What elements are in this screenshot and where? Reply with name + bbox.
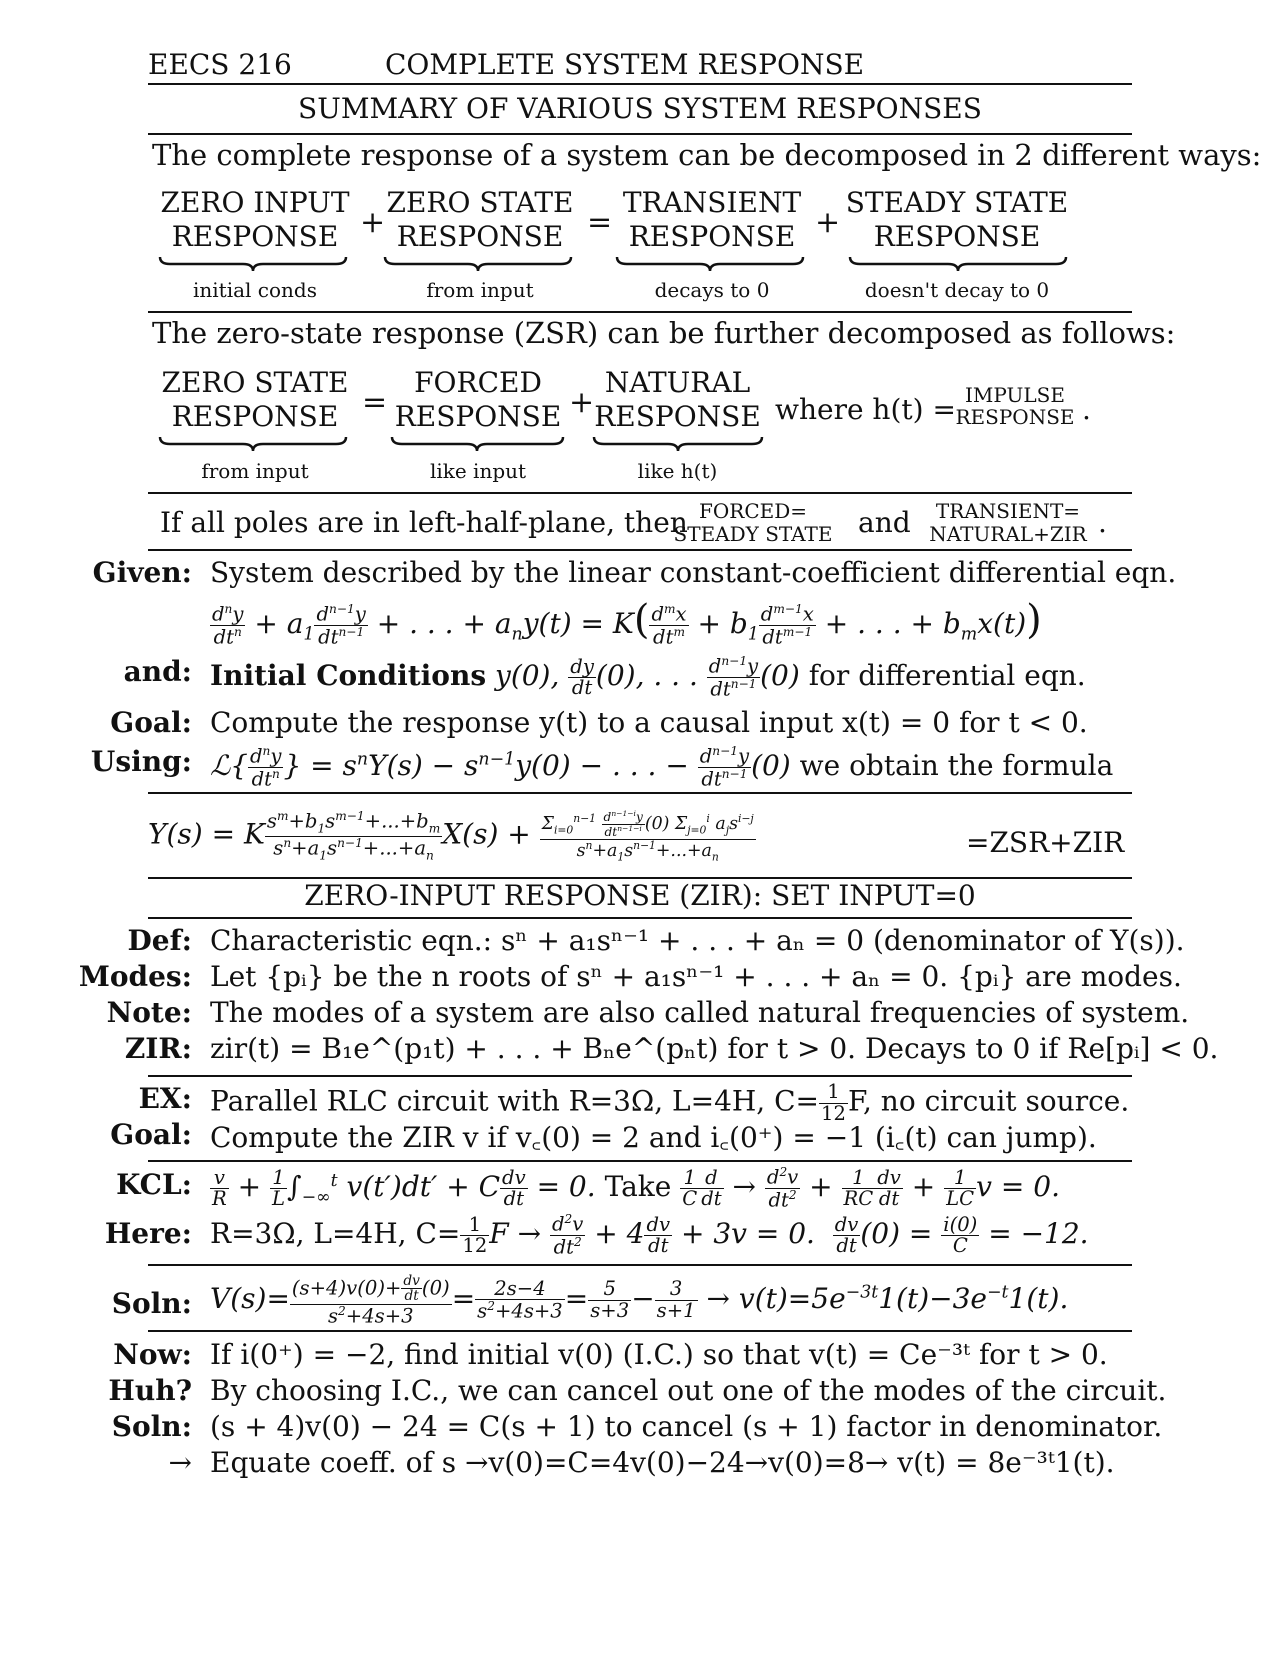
rule (148, 1075, 1132, 1077)
course-code: EECS 216 (148, 48, 292, 81)
rule (148, 917, 1132, 919)
plus-operator: + (569, 385, 595, 420)
term-zero-state: ZERO STATE RESPONSE (161, 366, 349, 433)
underbrace-icon (158, 255, 348, 273)
note-initial-conds: initial conds (193, 278, 317, 302)
rule (148, 311, 1132, 313)
term-natural: NATURAL RESPONSE (594, 366, 761, 433)
zir-heading: ZERO-INPUT RESPONSE (ZIR): SET INPUT=0 (304, 879, 976, 912)
equals-operator: = (587, 205, 613, 240)
forced-steady-state: FORCED= STEADY STATE (673, 499, 833, 546)
term-zero-input: ZERO INPUT RESPONSE (160, 186, 350, 253)
goal-label: Goal: (110, 706, 192, 739)
rule (148, 492, 1132, 494)
now-text: If i(0⁺) = −2, find initial v(0) (I.C.) so that v(t) = Ce⁻³ᵗ for t > 0. (210, 1338, 1108, 1371)
soln-equation: V(s)= (s+4)v(0)+ $\frac{dv}{dt}$ (0) $s^2+4s+3$ = $\frac{2s-4}{s^2+4s+3}$ = $\frac{5}{s+3}$ − $\frac{3}{s+1}$ → $v(t)=5e^{-3t}1(t)-3e^{-t}1(t)$. (210, 1273, 1069, 1328)
def-label: Def: (127, 924, 192, 957)
period: . (1082, 393, 1091, 426)
given-label: Given: (92, 556, 192, 589)
modes-label: Modes: (78, 960, 192, 993)
decomp1-intro: The complete response of a system can be decomposed in 2 different ways: (152, 138, 1262, 172)
goal-text: Compute the ZIR v if v꜀(0) = 2 and i꜀(0⁺) = −1 (i꜀(t) can jump). (210, 1121, 1097, 1154)
using-tail: we obtain the formula (799, 749, 1114, 783)
soln-text: (s + 4)v(0) − 24 = C(s + 1) to cancel (s + 1) factor in denominator. (210, 1410, 1163, 1443)
where-clause: where h(t) = (775, 393, 956, 426)
note-decays: decays to 0 (654, 278, 770, 302)
term-zero-state: ZERO STATE RESPONSE (386, 186, 574, 253)
note-label: Note: (106, 996, 192, 1029)
kcl-label: KCL: (116, 1168, 192, 1201)
underbrace-icon (390, 435, 565, 453)
plus-operator: + (360, 205, 386, 240)
term-transient: TRANSIENT RESPONSE (622, 186, 802, 253)
underbrace-icon (848, 255, 1068, 273)
zir-label: ZIR: (124, 1032, 192, 1065)
period: . (1098, 506, 1107, 539)
note-like-input: like input (429, 459, 527, 483)
huh-text: By choosing I.C., we can cancel out one of the modes of the circuit. (210, 1374, 1167, 1407)
note-text: The modes of a system are also called natural frequencies of system. (210, 996, 1190, 1029)
here-equation: R=3Ω, L=4H, C= $\frac{1}{12}$ F → $\frac{d^2v}{dt^2}$ + 4 $\frac{dv}{dt}$ + 3v = 0. $\frac{dv}{dt}$ (0) = $\frac{i(0)}{C}$ = −12. (210, 1212, 1089, 1259)
term-steady-state: STEADY STATE RESPONSE (845, 186, 1069, 253)
here-label: Here: (104, 1217, 192, 1250)
rule (148, 1160, 1132, 1162)
arrow-label: → (168, 1446, 192, 1479)
soln-label: Soln: (111, 1287, 192, 1320)
and-word: and (858, 506, 911, 539)
differential-equation: $\frac{d^ny}{dt^n}$ + $a_1$ $\frac{d^{n-1}y}{dt^{n-1}}$ + . . . + $a_ny(t) = K$( $\frac{d^mx}{dt^m}$ + $b_1$ $\frac{d^{m-1}x}{dt^{m-1}}$ + . . . + $b_mx(t)$) (212, 597, 1042, 649)
initial-conditions-math: y(0), $\frac{dy}{dt}$ (0), . . . $\frac{d^{n-1}y}{dt^{n-1}}$ (0) (495, 654, 809, 701)
term-forced: FORCED RESPONSE (394, 366, 562, 433)
equals-operator: = (362, 385, 388, 420)
plus-operator: + (815, 205, 841, 240)
laplace-rule: ℒ{ $\frac{d^ny}{dt^n}$ } = $s^nY(s) - s^{n-1}y(0)$ − . . . − $\frac{d^{n-1}y}{dt^{n-1}}$ (0) we obtain the formula (210, 744, 1114, 791)
now-label: Now: (113, 1338, 192, 1371)
rule (148, 133, 1132, 135)
note-like-h: like h(t) (637, 459, 718, 483)
huh-label: Huh? (108, 1374, 192, 1407)
modes-text: Let {pᵢ} be the n roots of sⁿ + a₁sⁿ⁻¹ + . . . + aₙ = 0. {pᵢ} are modes. (210, 960, 1182, 993)
goal-text: Compute the response y(t) to a causal input x(t) = 0 for t < 0. (210, 706, 1088, 739)
page-subtitle: SUMMARY OF VARIOUS SYSTEM RESPONSES (298, 92, 982, 125)
using-label: Using: (90, 745, 192, 778)
ex-label: EX: (138, 1082, 192, 1115)
underbrace-icon (615, 255, 805, 273)
initial-conditions-line (210, 655, 1086, 700)
ys-formula: Y(s) = K $\frac{s^m+b_1s^{m-1}+...+b_m}{s^n+a_1s^{n-1}+...+a_n}$ X(s) + $\Sigma_{i=0}^{n-1}$ $\frac{d^{n-1-i}y}{dt^{n-1-i}}$ (0) $\Sigma_{j=0}^i$ $a_js^{i-j}$ $s^n+a_1s^{n-1}+...+a_n$ (148, 809, 754, 863)
note-from-input: from input (426, 278, 534, 302)
page-title: COMPLETE SYSTEM RESPONSE (385, 48, 865, 81)
rule (148, 792, 1132, 794)
underbrace-icon (158, 435, 348, 453)
underbrace-icon (592, 435, 764, 453)
initial-conditions-tail: for differential eqn. (808, 659, 1086, 693)
ex-text: Parallel RLC circuit with R=3Ω, L=4H, C= $\frac{1}{12}$ F, no circuit source. (210, 1080, 1130, 1125)
rule (148, 549, 1132, 551)
soln-label: Soln: (111, 1410, 192, 1443)
underbrace-icon (383, 255, 573, 273)
kcl-equation: $\frac{v}{R}$ + $\frac{1}{L}$ $\int_{-\infty}^t$ v(t′)dt′ + C $\frac{dv}{dt}$ = 0. Take $\frac{1}{C}$ $\frac{d}{dt}$ → $\frac{d^2v}{dt^2}$ + $\frac{1}{RC}$ $\frac{dv}{dt}$ + $\frac{1}{LC}$ v = 0. (212, 1165, 1060, 1212)
goal-label: Goal: (110, 1118, 192, 1151)
def-text: Characteristic eqn.: sⁿ + a₁sⁿ⁻¹ + . . . + aₙ = 0 (denominator of Y(s)). (210, 924, 1185, 957)
rule (148, 83, 1132, 85)
poles-lead: If all poles are in left-half-plane, then (160, 506, 688, 539)
zsr-zir-label: =ZSR+ZIR (966, 826, 1125, 859)
decomp2-intro: The zero-state response (ZSR) can be further decomposed as follows: (152, 316, 1176, 350)
and-label: and: (123, 655, 192, 688)
initial-conditions-bold: Initial Conditions (210, 659, 487, 693)
given-text: System described by the linear constant-coefficient differential eqn. (210, 556, 1177, 589)
impulse-response-label: IMPULSE RESPONSE (955, 383, 1075, 429)
equate-text: Equate coeff. of s →v(0)=C=4v(0)−24→v(0)=8→ v(t) = 8e⁻³ᵗ1(t). (210, 1446, 1115, 1479)
rule (148, 1330, 1132, 1332)
note-from-input: from input (201, 459, 309, 483)
note-no-decay: doesn't decay to 0 (864, 278, 1050, 302)
zir-text: zir(t) = B₁e^(p₁t) + . . . + Bₙe^(pₙt) for t > 0. Decays to 0 if Re[pᵢ] < 0. (210, 1032, 1219, 1065)
rule (148, 1264, 1132, 1266)
transient-natural-zir: TRANSIENT= NATURAL+ZIR (929, 499, 1087, 546)
